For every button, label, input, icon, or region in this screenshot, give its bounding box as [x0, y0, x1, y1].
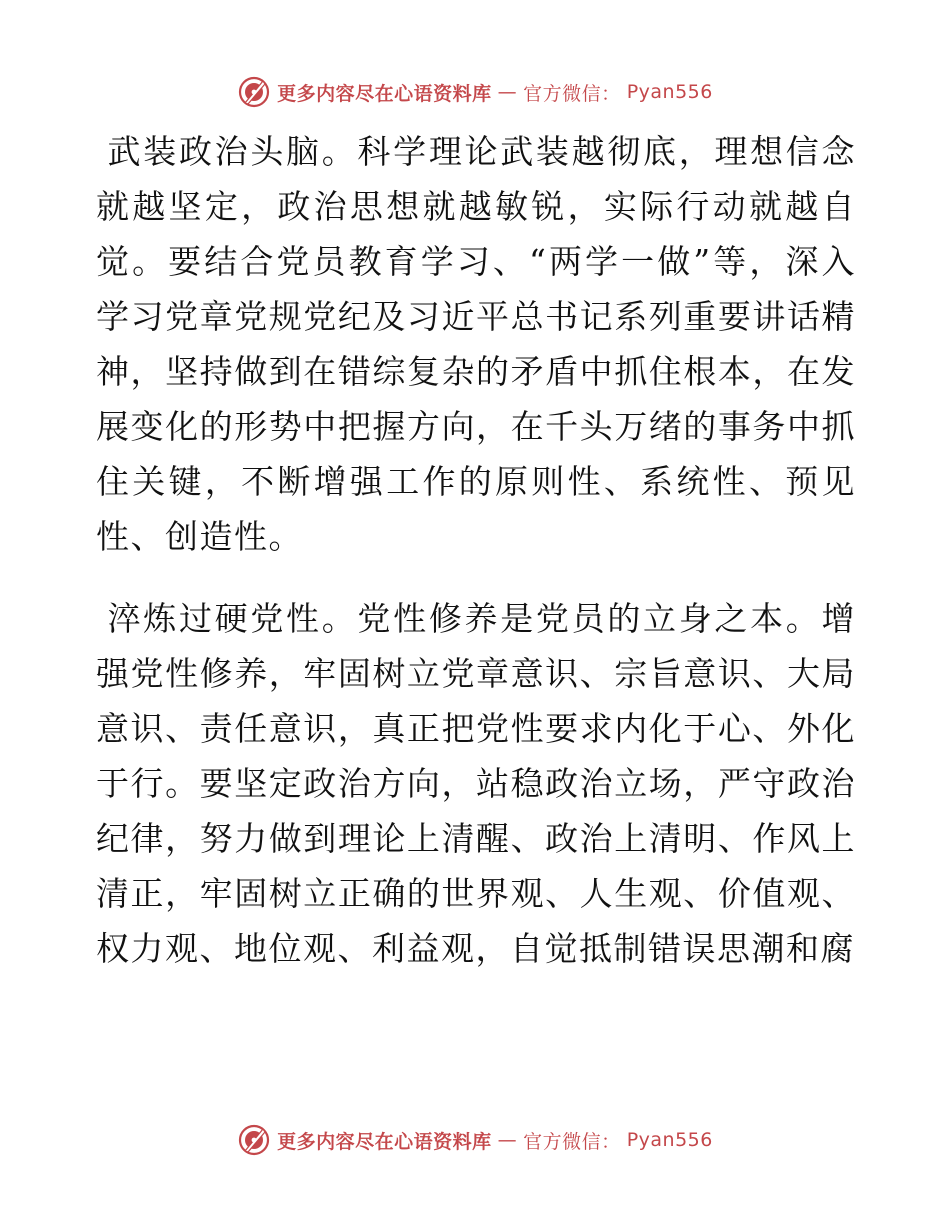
quill-seal-icon	[237, 75, 271, 109]
watermark-contact-id: Pyan556	[626, 81, 713, 103]
document-body	[96, 124, 856, 976]
watermark-contact-label: 官方微信：	[523, 82, 621, 105]
paragraph-political-mind: 武装政治头脑。科学理论武装越彻底，理想信念就越坚定，政治思想就越敏锐，实际行动就越自觉。要结合党员教育学习、“两学一做”等，深入学习党章党规党纪及习近平总书记系列重要讲话精神，坚持做到在错综复杂的矛盾中抓住根本，在发展变化的形势中把握方向，在千头万绪的事务中抓住关键，不断增强工作的原则性、系统性、预见性、创造性。	[96, 132, 856, 556]
header-watermark	[0, 72, 950, 112]
watermark-contact-id: Pyan556	[626, 1129, 713, 1151]
footer-watermark	[0, 1120, 950, 1160]
paragraph-party-spirit: 淬炼过硬党性。党性修养是党员的立身之本。增强党性修养，牢固树立党章意识、宗旨意识、大局意识、责任意识，真正把党性要求内化于心、外化于行。要坚定政治方向，站稳政治立场，严守政治纪律，努力做到理论上清醒、政治上清明、作风上清正，牢固树立正确的世界观、人生观、价值观、权力观、地位观、利益观，自觉抵制错误思潮和腐	[96, 599, 856, 968]
watermark-brand-text: 更多内容尽在心语资料库	[277, 1130, 492, 1153]
quill-seal-icon	[237, 1123, 271, 1157]
watermark-dash: —	[497, 81, 518, 103]
watermark-contact-label: 官方微信：	[523, 1130, 621, 1153]
watermark-dash: —	[497, 1129, 518, 1151]
watermark-brand-text: 更多内容尽在心语资料库	[277, 82, 492, 105]
